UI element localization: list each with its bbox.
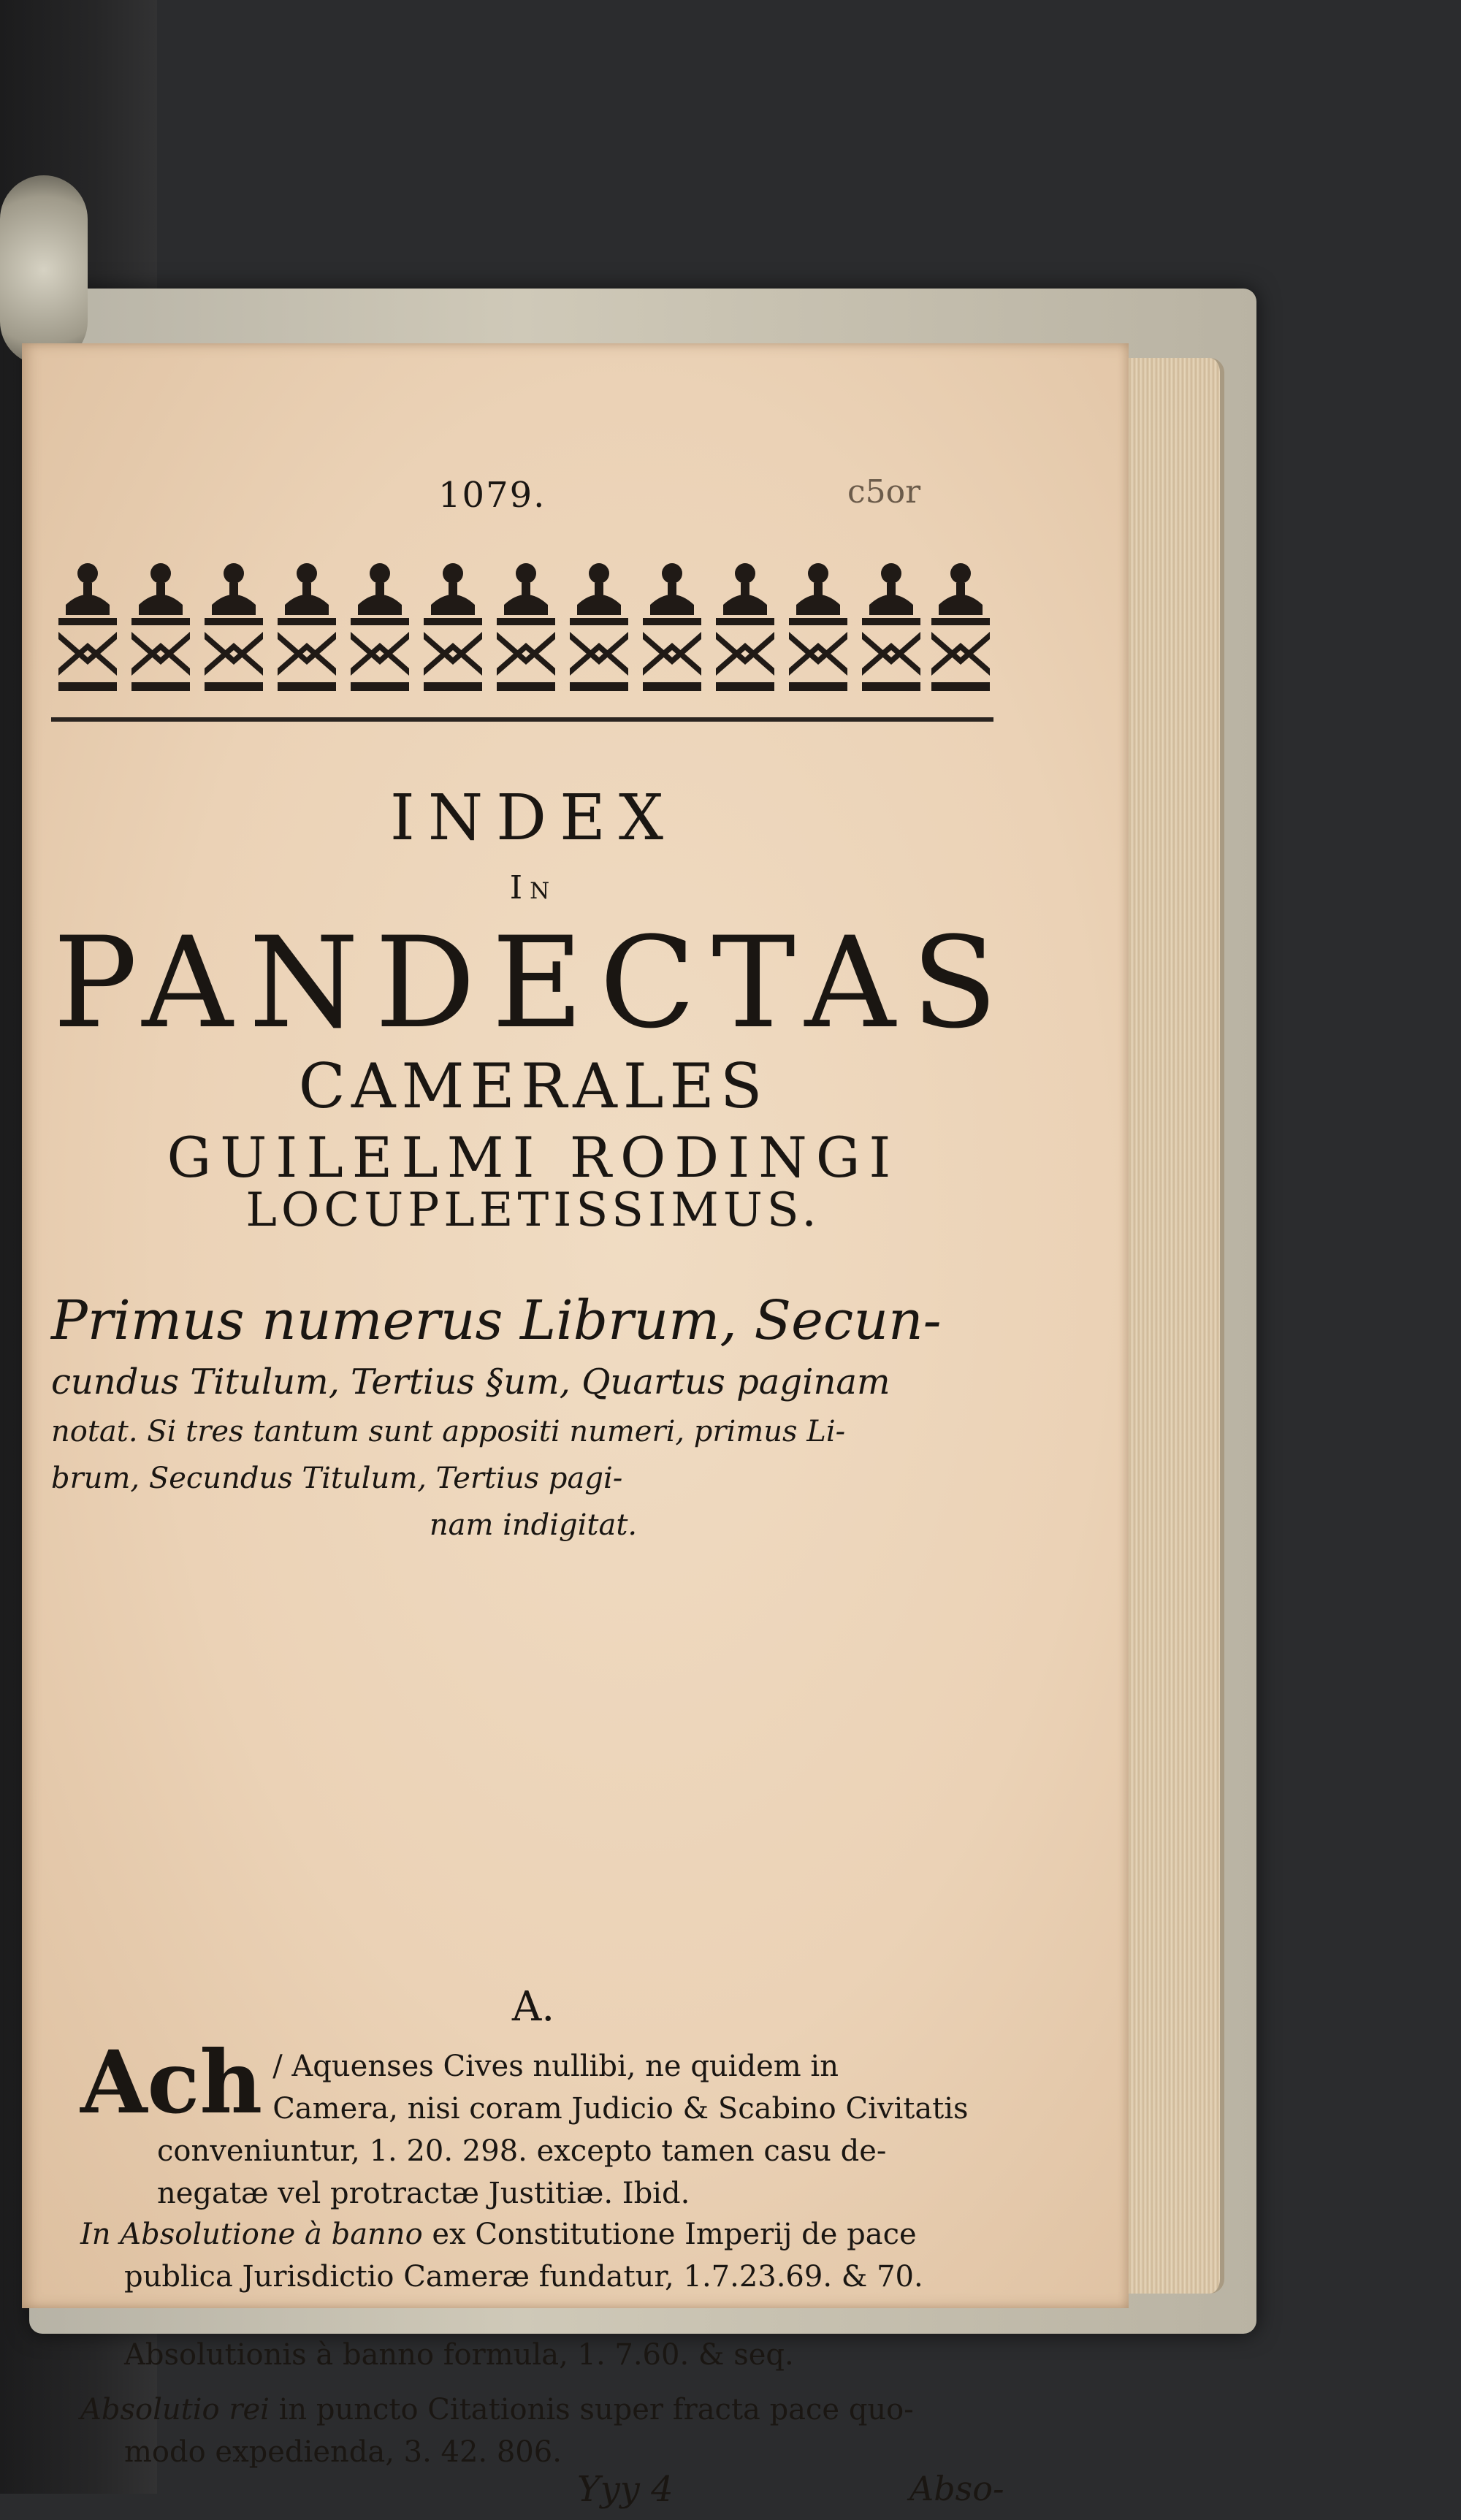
entry-line: / Aquenses Cives nullibi, ne quidem in	[272, 2050, 839, 2083]
entry-line: negatæ vel protractæ Justitiæ. Ibid.	[157, 2177, 690, 2210]
entry-line	[80, 2213, 1023, 2256]
entry-text: ex Constitutione Imperij de pace	[422, 2218, 917, 2251]
title-locupletissimus: LOCUPLETISSIMUS.	[245, 1183, 821, 1237]
signature-mark: c5or	[847, 473, 921, 511]
book-headband	[0, 175, 88, 365]
instruction-line: nam indigitat.	[429, 1508, 638, 1542]
index-entry	[80, 2334, 1067, 2376]
headpiece-rule	[51, 717, 993, 722]
entry-line	[80, 2389, 1023, 2431]
entry-lead: Absolutio rei	[80, 2393, 270, 2427]
entry-line: Camera, nisi coram Judicio & Scabino Civitatis	[272, 2092, 969, 2126]
book-page	[22, 343, 1129, 2510]
catchword: Abso-	[909, 2469, 1004, 2508]
usage-instructions	[51, 1286, 1015, 1549]
entry-line: publica Jurisdictio Cameræ fundatur, 1.7.23.69. & 70.	[124, 2260, 923, 2294]
instruction-line: Primus numerus Librum, Secun-	[51, 1289, 942, 1352]
section-letter: A.	[511, 1983, 555, 2031]
title-index: INDEX	[389, 782, 677, 855]
title-author: GUILELMI RODINGI	[167, 1125, 900, 1190]
entry-text: in puncto Citationis super fracta pace quo-	[269, 2393, 914, 2427]
entry-line: Absolutionis à banno formula, 1. 7.60. & seq.	[124, 2338, 794, 2372]
page-number: 1079.	[438, 475, 546, 516]
footer-signature: Yyy 4	[577, 2469, 674, 2510]
entry-lead: In Absolutione à banno	[80, 2218, 423, 2251]
index-entry	[80, 2031, 1023, 2215]
instruction-line: notat. Si tres tantum sunt appositi numeri, primus Li-	[51, 1415, 846, 1448]
title-pandectas: PANDECTAS	[53, 909, 1014, 1056]
decorative-headpiece	[51, 548, 993, 716]
index-entry	[80, 2213, 1023, 2298]
drop-initial: Ach	[80, 2031, 263, 2133]
index-entry	[80, 2389, 1023, 2473]
entry-line: conveniuntur, 1. 20. 298. excepto tamen casu de-	[157, 2134, 887, 2168]
instruction-line: cundus Titulum, Tertius §um, Quartus paginam	[51, 1362, 890, 1402]
title-in: In	[509, 869, 557, 906]
title-camerales: CAMERALES	[298, 1050, 768, 1122]
instruction-line: brum, Secundus Titulum, Tertius pagi-	[51, 1462, 623, 1495]
entry-line: modo expedienda, 3. 42. 806.	[124, 2435, 562, 2469]
page-footer	[22, 2469, 1045, 2520]
